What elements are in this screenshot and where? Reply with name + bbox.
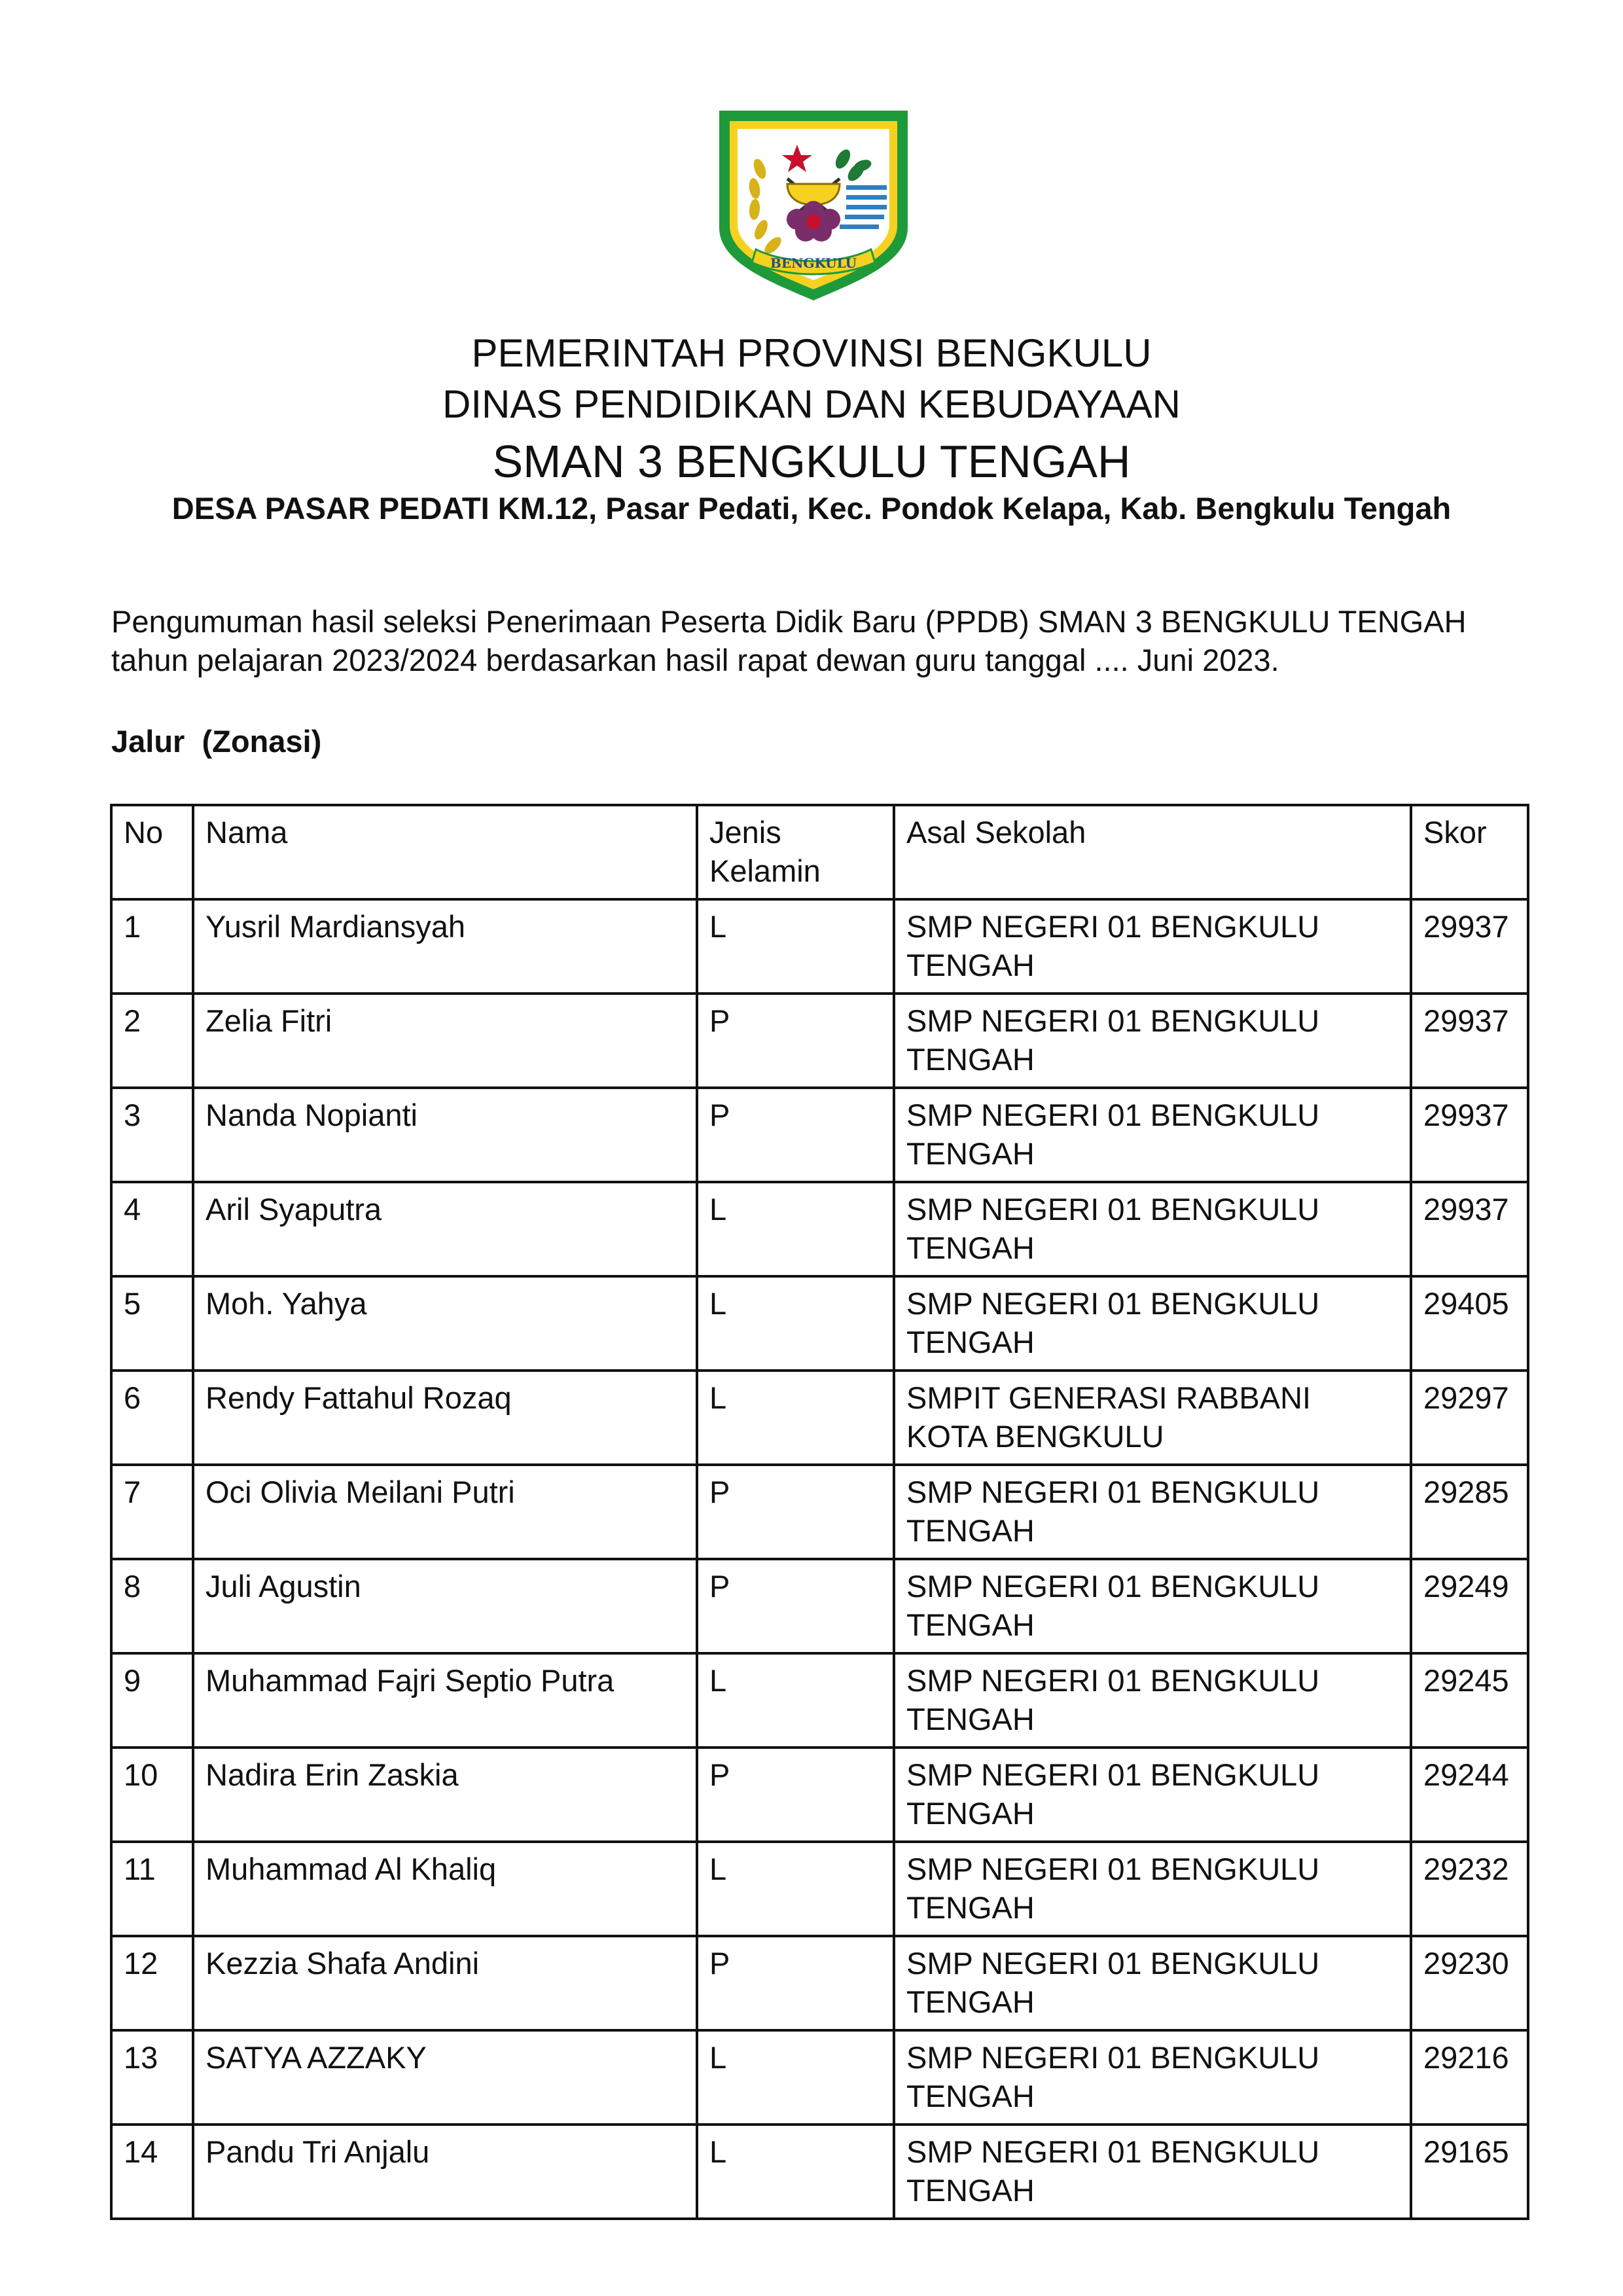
cell-asal-sekolah-line-2: KOTA BENGKULU: [906, 1419, 1164, 1454]
cell-nama: Juli Agustin: [193, 1559, 697, 1653]
announcement-line-1: Pengumuman hasil seleksi Penerimaan Peserta Didik Baru (PPDB) SMAN 3 BENGKULU TENGAH: [111, 604, 1467, 639]
cell-asal-sekolah-line-2: TENGAH: [906, 2173, 1035, 2208]
cell-no: 11: [111, 1842, 193, 1936]
table-row: [111, 1653, 1528, 1748]
header-jenis-kelamin-line-1: Jenis: [709, 815, 781, 850]
cell-asal-sekolah-line-1: SMP NEGERI 01 BENGKULU: [906, 1098, 1320, 1132]
cell-skor: 29297: [1411, 1371, 1528, 1465]
cell-skor: 29937: [1411, 899, 1528, 994]
header-skor: Skor: [1411, 805, 1528, 899]
cell-asal-sekolah-line-2: TENGAH: [906, 1796, 1035, 1831]
cell-skor: 29405: [1411, 1276, 1528, 1371]
cell-no: 4: [111, 1182, 193, 1276]
results-table: [110, 804, 1529, 2220]
cell-nama: Zelia Fitri: [193, 994, 697, 1088]
cell-jenis-kelamin: P: [697, 1559, 894, 1653]
cell-nama: Rendy Fattahul Rozaq: [193, 1371, 697, 1465]
cell-no: 7: [111, 1465, 193, 1559]
cell-jenis-kelamin: L: [697, 1842, 894, 1936]
table-row: [111, 2125, 1528, 2219]
cell-no: 8: [111, 1559, 193, 1653]
table-row: [111, 1465, 1528, 1559]
cell-asal-sekolah-line-1: SMP NEGERI 01 BENGKULU: [906, 1286, 1320, 1321]
cell-asal-sekolah-line-1: SMP NEGERI 01 BENGKULU: [906, 1475, 1320, 1509]
cell-jenis-kelamin: P: [697, 1936, 894, 2030]
cell-asal-sekolah: [894, 899, 1411, 994]
cell-asal-sekolah: [894, 1465, 1411, 1559]
table-header-row: [111, 805, 1528, 899]
cell-nama: Moh. Yahya: [193, 1276, 697, 1371]
announcement-line-2: tahun pelajaran 2023/2024 berdasarkan hasil rapat dewan guru tanggal .... Juni 2023.: [111, 643, 1279, 677]
cell-asal-sekolah: [894, 994, 1411, 1088]
cell-no: 14: [111, 2125, 193, 2219]
cell-asal-sekolah-line-1: SMP NEGERI 01 BENGKULU: [906, 1663, 1320, 1698]
cell-asal-sekolah-line-2: TENGAH: [906, 1230, 1035, 1265]
cell-asal-sekolah-line-1: SMP NEGERI 01 BENGKULU: [906, 1946, 1320, 1981]
cell-asal-sekolah: [894, 1936, 1411, 2030]
cell-nama: Muhammad Fajri Septio Putra: [193, 1653, 697, 1748]
cell-no: 3: [111, 1088, 193, 1182]
cell-no: 10: [111, 1748, 193, 1842]
cell-no: 9: [111, 1653, 193, 1748]
cell-asal-sekolah-line-2: TENGAH: [906, 1890, 1035, 1925]
cell-jenis-kelamin: P: [697, 994, 894, 1088]
cell-asal-sekolah-line-1: SMP NEGERI 01 BENGKULU: [906, 2040, 1320, 2075]
cell-no: 5: [111, 1276, 193, 1371]
table-row: [111, 1182, 1528, 1276]
cell-no: 6: [111, 1371, 193, 1465]
cell-nama: Oci Olivia Meilani Putri: [193, 1465, 697, 1559]
cell-asal-sekolah-line-1: SMP NEGERI 01 BENGKULU: [906, 2134, 1320, 2169]
cell-nama: Yusril Mardiansyah: [193, 899, 697, 994]
cell-nama: Pandu Tri Anjalu: [193, 2125, 697, 2219]
cell-jenis-kelamin: L: [697, 1182, 894, 1276]
cell-no: 2: [111, 994, 193, 1088]
table-row: [111, 1748, 1528, 1842]
cell-asal-sekolah-line-2: TENGAH: [906, 1607, 1035, 1642]
cell-asal-sekolah-line-1: SMPIT GENERASI RABBANI: [906, 1380, 1311, 1415]
cell-asal-sekolah-line-2: TENGAH: [906, 1136, 1035, 1171]
cell-asal-sekolah: [894, 1842, 1411, 1936]
cell-asal-sekolah: [894, 2125, 1411, 2219]
cell-jenis-kelamin: L: [697, 2125, 894, 2219]
cell-jenis-kelamin: L: [697, 1653, 894, 1748]
cell-no: 1: [111, 899, 193, 994]
cell-asal-sekolah-line-1: SMP NEGERI 01 BENGKULU: [906, 1852, 1320, 1886]
cell-asal-sekolah-line-1: SMP NEGERI 01 BENGKULU: [906, 1569, 1320, 1604]
cell-asal-sekolah: [894, 1276, 1411, 1371]
jalur-label: Jalur (Zonasi): [111, 724, 322, 759]
bengkulu-emblem-logo: [715, 107, 912, 303]
cell-skor: 29245: [1411, 1653, 1528, 1748]
header-jenis-kelamin: [697, 805, 894, 899]
header-department-name: DINAS PENDIDIKAN DAN KEBUDAYAAN: [442, 382, 1181, 426]
cell-jenis-kelamin: L: [697, 2030, 894, 2125]
cell-jenis-kelamin: L: [697, 1276, 894, 1371]
table-row: [111, 1371, 1528, 1465]
cell-no: 12: [111, 1936, 193, 2030]
cell-asal-sekolah-line-1: SMP NEGERI 01 BENGKULU: [906, 1192, 1320, 1227]
header-nama: Nama: [193, 805, 697, 899]
cell-nama: SATYA AZZAKY: [193, 2030, 697, 2125]
cell-jenis-kelamin: L: [697, 1371, 894, 1465]
cell-asal-sekolah-line-2: TENGAH: [906, 1984, 1035, 2019]
cell-nama: Kezzia Shafa Andini: [193, 1936, 697, 2030]
cell-asal-sekolah: [894, 2030, 1411, 2125]
cell-skor: 29232: [1411, 1842, 1528, 1936]
table-row: [111, 899, 1528, 994]
header-school-name: SMAN 3 BENGKULU TENGAH: [492, 436, 1131, 487]
cell-nama: Nadira Erin Zaskia: [193, 1748, 697, 1842]
table-row: [111, 1088, 1528, 1182]
cell-jenis-kelamin: P: [697, 1088, 894, 1182]
table-row: [111, 1936, 1528, 2030]
cell-jenis-kelamin: P: [697, 1465, 894, 1559]
cell-asal-sekolah: [894, 1559, 1411, 1653]
cell-asal-sekolah-line-1: SMP NEGERI 01 BENGKULU: [906, 1003, 1320, 1038]
cell-asal-sekolah: [894, 1653, 1411, 1748]
announcement-intro: [111, 602, 1538, 679]
table-row: [111, 1276, 1528, 1371]
cell-nama: Nanda Nopianti: [193, 1088, 697, 1182]
cell-asal-sekolah: [894, 1371, 1411, 1465]
cell-asal-sekolah-line-2: TENGAH: [906, 1702, 1035, 1736]
table-row: [111, 1559, 1528, 1653]
header-asal-sekolah: Asal Sekolah: [894, 805, 1411, 899]
header-government-name: PEMERINTAH PROVINSI BENGKULU: [471, 331, 1152, 375]
cell-skor: 29216: [1411, 2030, 1528, 2125]
cell-asal-sekolah-line-2: TENGAH: [906, 1513, 1035, 1548]
table-row: [111, 1842, 1528, 1936]
cell-jenis-kelamin: L: [697, 899, 894, 994]
cell-skor: 29285: [1411, 1465, 1528, 1559]
cell-skor: 29937: [1411, 1088, 1528, 1182]
cell-asal-sekolah-line-2: TENGAH: [906, 948, 1035, 982]
header-jenis-kelamin-line-2: Kelamin: [709, 853, 821, 888]
cell-asal-sekolah: [894, 1182, 1411, 1276]
cell-skor: 29249: [1411, 1559, 1528, 1653]
cell-nama: Aril Syaputra: [193, 1182, 697, 1276]
table-row: [111, 994, 1528, 1088]
cell-asal-sekolah-line-1: SMP NEGERI 01 BENGKULU: [906, 909, 1320, 944]
cell-asal-sekolah: [894, 1748, 1411, 1842]
emblem-ribbon-text: BENGKULU: [770, 255, 857, 271]
cell-asal-sekolah: [894, 1088, 1411, 1182]
cell-asal-sekolah-line-1: SMP NEGERI 01 BENGKULU: [906, 1757, 1320, 1792]
cell-asal-sekolah-line-2: TENGAH: [906, 1042, 1035, 1077]
cell-skor: 29165: [1411, 2125, 1528, 2219]
cell-skor: 29937: [1411, 1182, 1528, 1276]
cell-asal-sekolah-line-2: TENGAH: [906, 1325, 1035, 1359]
cell-asal-sekolah-line-2: TENGAH: [906, 2079, 1035, 2113]
table-row: [111, 2030, 1528, 2125]
cell-jenis-kelamin: P: [697, 1748, 894, 1842]
cell-nama: Muhammad Al Khaliq: [193, 1842, 697, 1936]
cell-no: 13: [111, 2030, 193, 2125]
cell-skor: 29937: [1411, 994, 1528, 1088]
cell-skor: 29244: [1411, 1748, 1528, 1842]
header-address: DESA PASAR PEDATI KM.12, Pasar Pedati, Kec. Pondok Kelapa, Kab. Bengkulu Tengah: [171, 491, 1452, 526]
cell-skor: 29230: [1411, 1936, 1528, 2030]
header-no: No: [111, 805, 193, 899]
